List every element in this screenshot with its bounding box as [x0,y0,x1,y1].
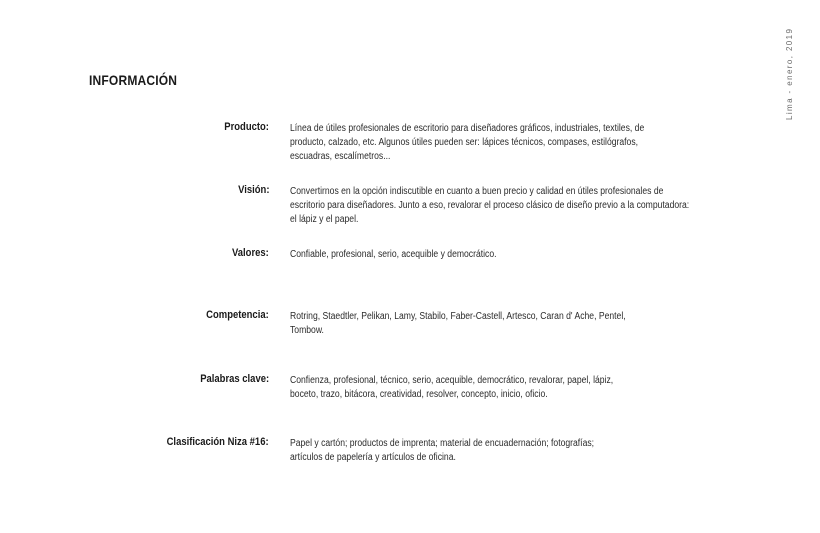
row-value [290,122,773,164]
date-location-note: Lima - enero, 2019 [785,27,794,120]
row-value-line: Confienza, profesional, técnico, serio, acequible, democrático, revalorar, papel, lápiz, [290,375,614,386]
row-value-line: el lápiz y el papel. [290,214,359,225]
row-label: Palabras clave: [200,373,269,385]
row-value-line: artículos de papelería y artículos de oficina. [290,452,456,463]
row-value-line: Papel y cartón; productos de imprenta; material de encuadernación; fotografías; [290,438,595,449]
row-value-line: Línea de útiles profesionales de escritorio para diseñadores gráficos, industriales, textiles, de [290,123,645,134]
row-value-line: Convertirnos en la opción indiscutible en cuanto a buen precio y calidad en útiles profesionales de [290,186,664,197]
row-label: Competencia: [206,309,269,321]
row-value [290,185,773,227]
row-value-line: escuadras, escalímetros... [290,151,391,162]
row-value-line: Tombow. [290,325,324,336]
row-label: Valores: [232,247,269,259]
row-value-line: boceto, trazo, bitácora, creatividad, resolver, concepto, inicio, oficio. [290,389,548,400]
row-value-line: producto, calzado, etc. Algunos útiles pueden ser: lápices técnicos, compases, estilógrafos, [290,137,639,148]
row-value-line: escritorio para diseñadores. Junto a eso, revalorar el proceso clásico de diseño previo a la computadora: [290,200,690,211]
row-label: Producto: [224,121,269,133]
row-label: Clasificación Niza #16: [166,436,269,448]
page-title: INFORMACIÓN [89,72,178,88]
row-value [290,437,773,465]
row-value [290,374,773,402]
row-value [290,310,773,338]
row-label: Visión: [237,184,269,196]
row-value [290,248,773,262]
row-value-line: Rotring, Staedtler, Pelikan, Lamy, Stabilo, Faber-Castell, Artesco, Caran d' Ache, Pentel, [290,311,626,322]
row-value-line: Confiable, profesional, serio, acequible y democrático. [290,249,497,260]
